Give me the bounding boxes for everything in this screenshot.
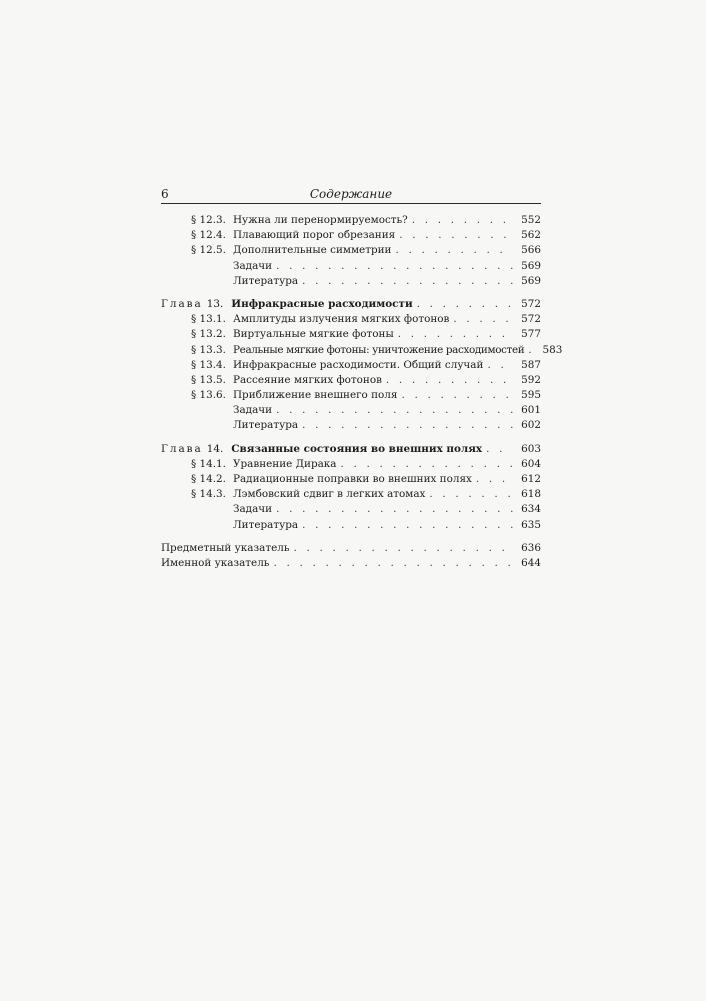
- page-ref: 644: [521, 556, 541, 569]
- running-title: Содержание: [309, 187, 393, 201]
- section-number: § 12.5.: [191, 244, 226, 257]
- dot-leader: [453, 312, 513, 327]
- page-ref: 612: [521, 473, 541, 485]
- toc-entry-13-3[interactable]: [161, 343, 563, 358]
- dot-leader: [293, 541, 513, 556]
- page-ref: 595: [521, 389, 541, 402]
- spacer: [161, 434, 541, 442]
- toc-entry-13-4[interactable]: [161, 358, 541, 373]
- section-title: Нужна ли перенормируемость?: [233, 214, 408, 226]
- dot-leader: [399, 228, 513, 243]
- section-title: Виртуальные мягкие фотоны: [233, 328, 394, 341]
- dot-leader: [302, 418, 513, 433]
- dot-leader: [341, 457, 514, 472]
- page-ref: 636: [521, 541, 541, 554]
- dot-leader: [429, 487, 513, 502]
- page-ref: 562: [521, 229, 541, 242]
- dot-leader: [398, 327, 513, 342]
- page-ref: 587: [521, 358, 541, 371]
- toc-entry-13-2[interactable]: [161, 327, 541, 342]
- toc-entry-12-3[interactable]: [161, 213, 541, 228]
- dot-leader: [528, 343, 534, 358]
- toc-chapter-14[interactable]: [161, 442, 541, 457]
- page-ref: 583: [542, 343, 563, 356]
- toc-entry-13-literature[interactable]: [161, 418, 541, 433]
- page-ref: 572: [521, 313, 541, 326]
- entry-title: Задачи: [233, 404, 273, 417]
- page-ref: 601: [521, 404, 541, 417]
- section-title: Реальные мягкие фотоны: уничтожение расходимостей: [233, 343, 525, 356]
- dot-leader: [386, 373, 513, 388]
- dot-leader: [276, 502, 513, 517]
- spacer: [161, 289, 541, 297]
- chapter-title: Инфракрасные расходимости: [231, 297, 413, 310]
- section-title: Амплитуды излучения мягких фотонов: [233, 313, 450, 326]
- page-ref: 552: [521, 214, 541, 226]
- toc-entry-14-3[interactable]: [161, 487, 541, 502]
- section-number: § 14.3.: [191, 488, 226, 501]
- entry-title: Литература: [233, 274, 299, 287]
- toc-entry-14-2[interactable]: [161, 472, 541, 487]
- dot-leader: [302, 274, 513, 289]
- entry-title: Литература: [233, 419, 299, 432]
- page-header: [161, 186, 541, 204]
- dot-leader: [401, 388, 513, 403]
- dot-leader: [487, 358, 513, 373]
- toc-entry-12-5[interactable]: [161, 243, 541, 258]
- chapter-label: Глава: [161, 442, 203, 455]
- toc-entry-13-tasks[interactable]: [161, 403, 541, 418]
- toc-chapter-13[interactable]: [161, 297, 541, 312]
- section-number: § 12.3.: [191, 214, 226, 226]
- entry-title: Предметный указатель: [161, 541, 290, 554]
- toc-entry-13-5[interactable]: [161, 373, 541, 388]
- page-ref: 592: [521, 373, 541, 386]
- section-number: § 13.6.: [191, 389, 226, 402]
- section-title: Инфракрасные расходимости. Общий случай: [233, 358, 484, 371]
- toc-entry-12-tasks[interactable]: [161, 259, 541, 274]
- page-ref: 572: [521, 297, 541, 310]
- table-of-contents: [161, 213, 563, 571]
- section-number: § 13.2.: [191, 328, 226, 341]
- page-ref: 602: [521, 419, 541, 432]
- chapter-number: 13.: [206, 297, 224, 310]
- dot-leader: [412, 213, 513, 228]
- page-ref: 569: [521, 259, 541, 272]
- page-ref: 569: [521, 274, 541, 287]
- section-number: § 13.5.: [191, 373, 226, 386]
- spacer: [161, 533, 541, 541]
- entry-title: Задачи: [233, 259, 273, 272]
- page-ref: 635: [521, 518, 541, 531]
- section-number: § 14.2.: [191, 473, 226, 485]
- entry-title: Именной указатель: [161, 556, 270, 569]
- dot-leader: [276, 259, 513, 274]
- toc-entry-13-1[interactable]: [161, 312, 541, 327]
- dot-leader: [302, 518, 513, 533]
- toc-entry-subject-index[interactable]: [161, 541, 541, 556]
- toc-entry-14-literature[interactable]: [161, 518, 541, 533]
- section-number: § 12.4.: [191, 229, 226, 242]
- section-title: Лэмбовский сдвиг в легких атомах: [233, 488, 426, 501]
- dot-leader: [476, 472, 513, 487]
- section-title: Рассеяние мягких фотонов: [233, 373, 382, 386]
- page-ref: 577: [521, 328, 541, 341]
- entry-title: Литература: [233, 518, 299, 531]
- page-ref: 604: [521, 457, 541, 470]
- toc-page-content: [161, 186, 563, 571]
- page-ref: 618: [521, 488, 541, 501]
- dot-leader: [486, 442, 513, 457]
- dot-leader: [273, 556, 513, 571]
- section-title: Уравнение Дирака: [233, 457, 337, 470]
- toc-entry-12-4[interactable]: [161, 228, 541, 243]
- dot-leader: [395, 243, 513, 258]
- section-title: Приближение внешнего поля: [233, 389, 398, 402]
- toc-entry-name-index[interactable]: [161, 556, 541, 571]
- section-title: Радиационные поправки во внешних полях: [233, 473, 472, 485]
- page-ref: 566: [521, 244, 541, 257]
- page-ref: 603: [521, 442, 541, 455]
- section-number: § 13.3.: [191, 343, 226, 356]
- page-number: 6: [161, 187, 169, 201]
- toc-entry-14-1[interactable]: [161, 457, 541, 472]
- section-title: Дополнительные симметрии: [233, 244, 392, 257]
- section-title: Плавающий порог обрезания: [233, 229, 396, 242]
- chapter-number: 14.: [206, 442, 224, 455]
- toc-entry-14-tasks[interactable]: [161, 502, 541, 517]
- chapter-title: Связанные состояния во внешних полях: [231, 442, 483, 455]
- toc-entry-13-6[interactable]: [161, 388, 541, 403]
- chapter-label: Глава: [161, 297, 203, 310]
- section-number: § 13.4.: [191, 358, 226, 371]
- toc-entry-12-literature[interactable]: [161, 274, 541, 289]
- section-number: § 13.1.: [191, 313, 226, 326]
- dot-leader: [276, 403, 513, 418]
- entry-title: Задачи: [233, 503, 273, 516]
- section-number: § 14.1.: [191, 457, 226, 470]
- page-ref: 634: [521, 503, 541, 516]
- dot-leader: [417, 297, 513, 312]
